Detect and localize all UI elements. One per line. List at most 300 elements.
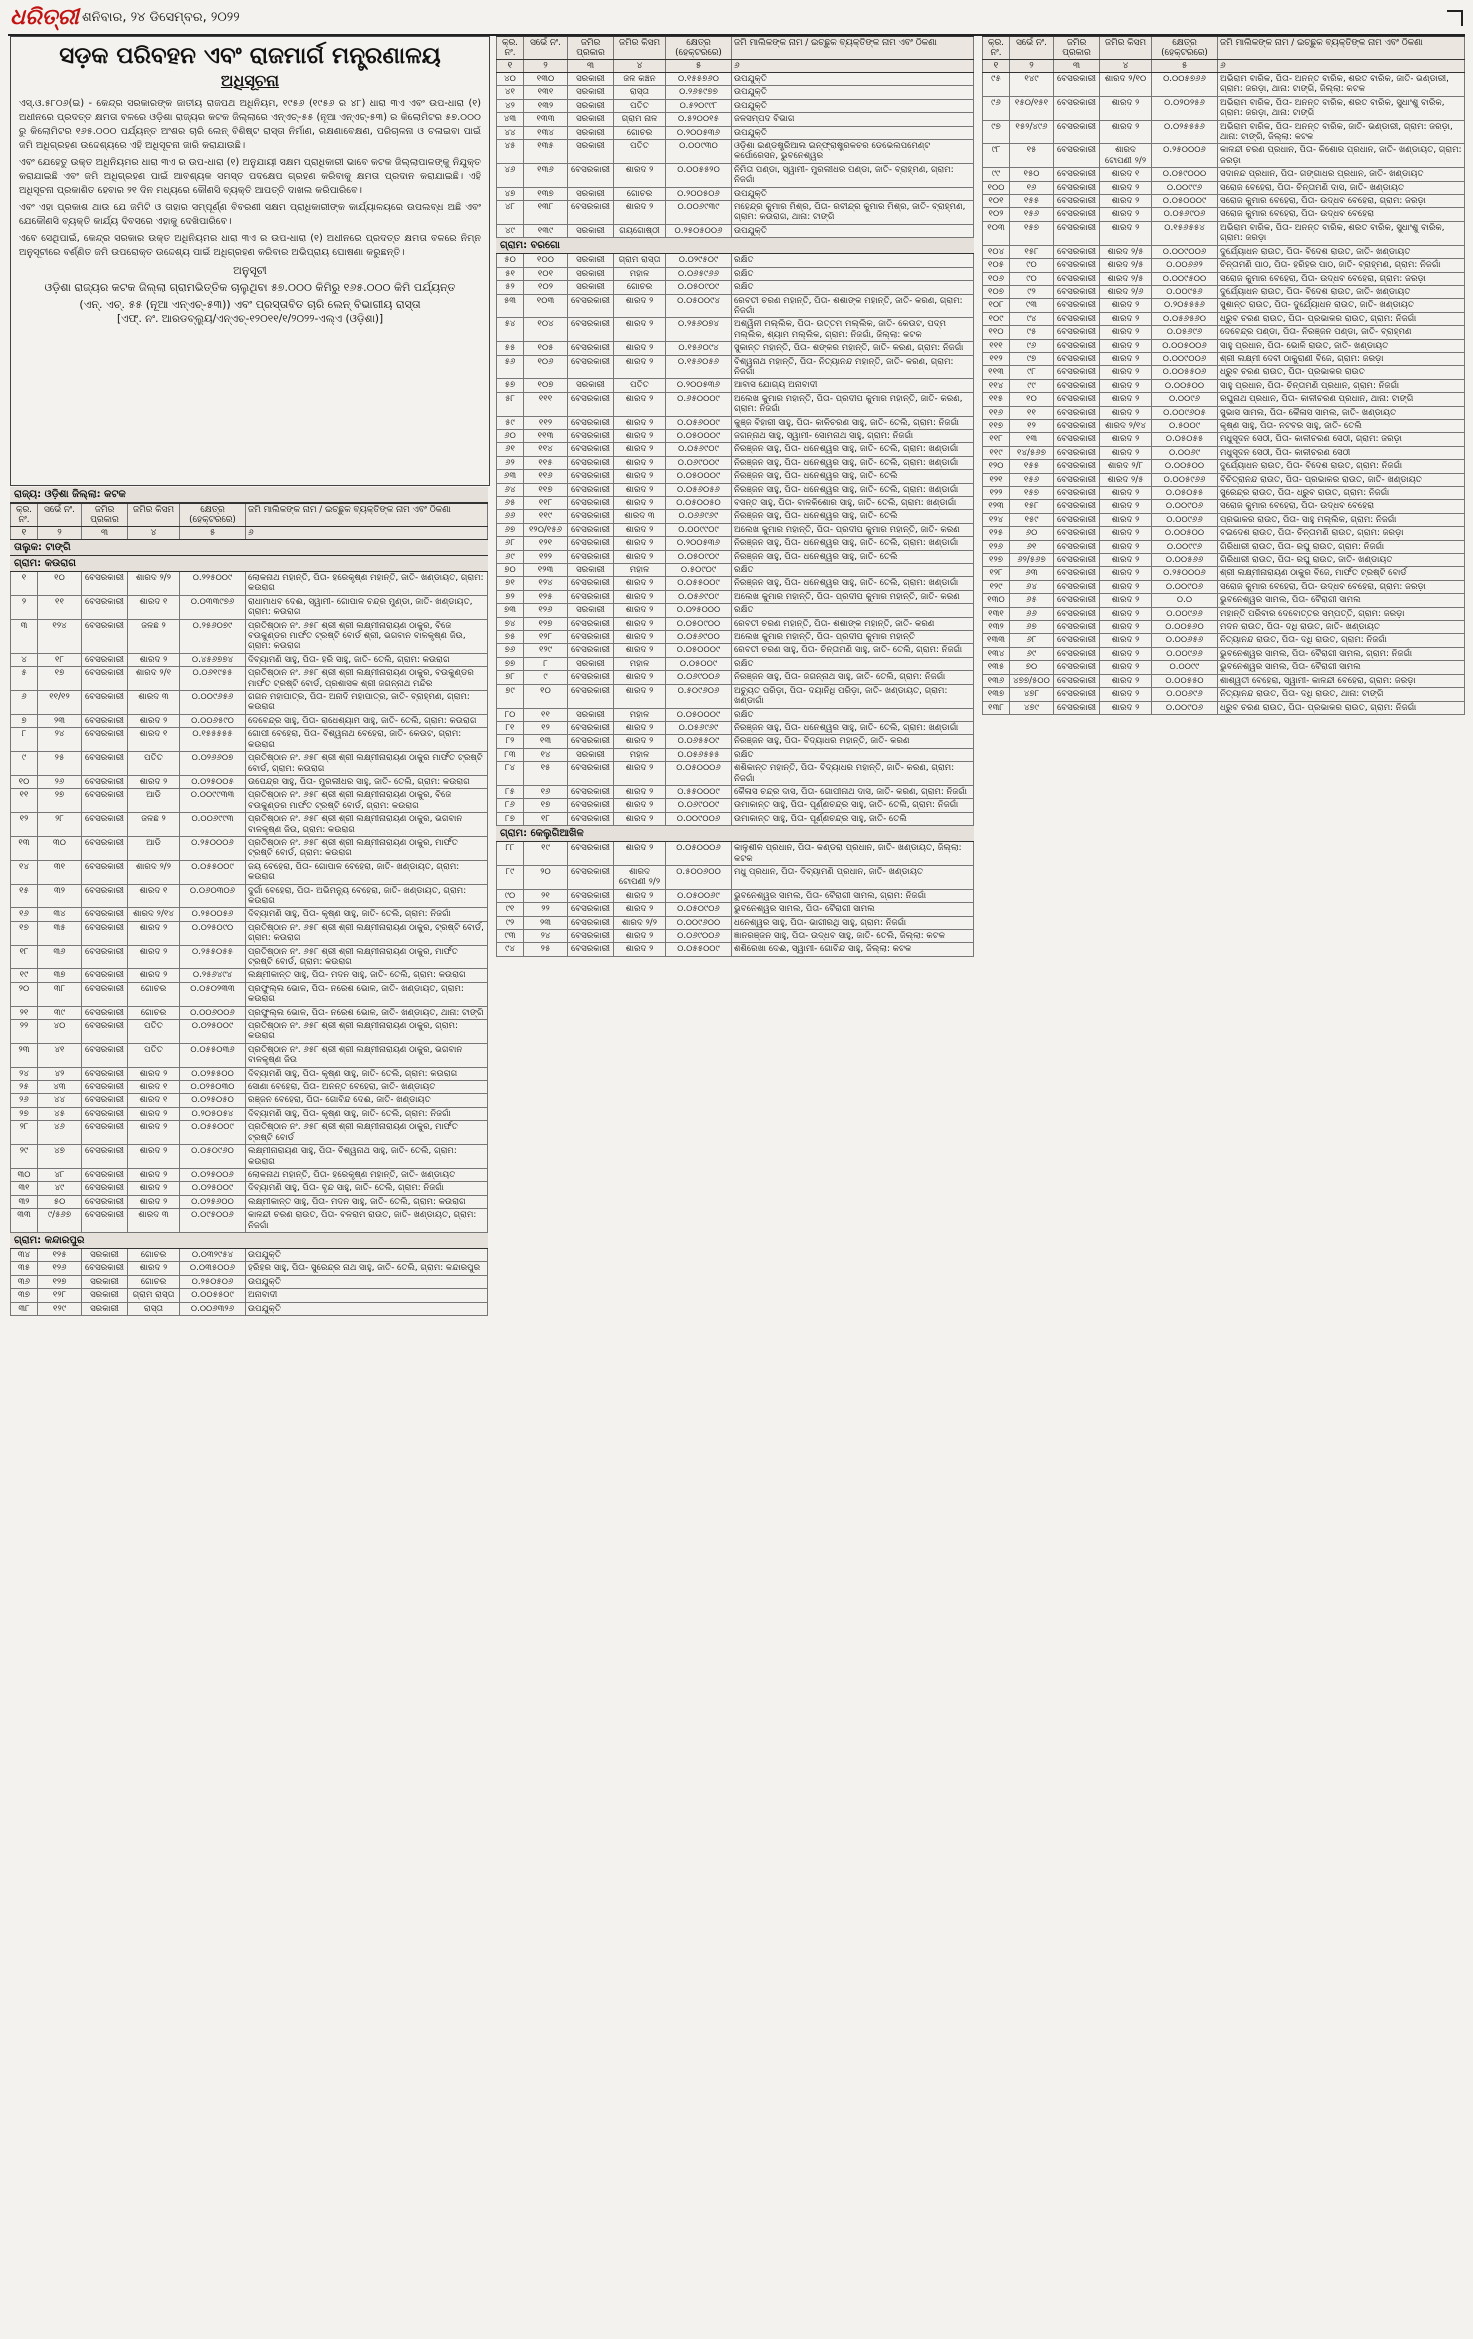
table-cell: ସରକାରୀ [82, 1249, 128, 1261]
table-row [496, 295, 974, 319]
table-cell: ୪୮ [38, 1169, 82, 1181]
table-cell: ୨୭ [38, 789, 82, 812]
table-cell: ୧୩୯ [524, 225, 568, 237]
table-cell: ୨୧ [524, 890, 568, 902]
table-cell: ଗୋଚର [128, 1007, 180, 1019]
table-cell: ୨୬ [10, 1094, 38, 1106]
table-row [496, 73, 974, 86]
table-cell: ଧ୍ରୁବ ଚରଣ ରାଉତ, ପିତା- ପ୍ରଭାକର ରାଉତ, ଗ୍ରାମ: ନିଜଗାଁ [1218, 313, 1465, 325]
table-cell: ୦.୪୫୬୭୭୪ [180, 654, 246, 666]
table-cell: ବେସରକାରୀ [568, 551, 614, 563]
column-header: ସର୍ଭେ ନଂ. [524, 37, 568, 59]
table-cell: ନିରଞ୍ଜନ ସାହୁ, ପିତା- ଜଗନ୍ନାଥ ସାହୁ, ଜାତି- ତେଲି, ଗ୍ରାମ: ନିଜଗାଁ [732, 671, 974, 683]
table-cell: ୬୮ [1010, 634, 1054, 646]
table-cell: ୦.୨୦୫୦୫୪ [180, 1108, 246, 1120]
table-cell: ଉପଯୁକ୍ତି [246, 1276, 488, 1288]
table-cell: ୦.୦୫୦୦୬୯ [666, 890, 732, 902]
table-cell: ବେସରକାରୀ [568, 762, 614, 785]
table-cell: ବେସରକାରୀ [568, 417, 614, 429]
table-row [982, 661, 1465, 674]
table-cell: ୪୭୮ [1010, 688, 1054, 700]
table-row [496, 164, 974, 188]
table-cell: ଶାରଦ ୨ [1100, 648, 1152, 660]
table-cell: ଶାରଦ ୨ [1100, 326, 1152, 338]
column-header: ଜମି ମାଲିକଙ୍କ ନାମ / ଇଚ୍ଛୁକ ବ୍ୟକ୍ତିଙ୍କ ନାମ ଏବଂ ଠିକଣା [1218, 37, 1465, 59]
table-cell: ୦.୦୦୯୬୦୫ [1152, 407, 1218, 419]
table-cell: ୪୩ [496, 113, 524, 125]
table-cell: ୧୮ [524, 813, 568, 825]
table-cell: ୦.୦୫୦୦୦୯ [666, 644, 732, 656]
table-cell: ଅଭିରାମ ବାରିକ, ପିତା- ଅନନ୍ତ ବାରିକ, ଶରତ ବାରିକ, ଜାତି- ଭଣ୍ଡାରୀ, ଗ୍ରାମ: ଜରଡ଼ା, ଥାନା: ଟାଙ୍ଗି, ଜିଲ୍ଲା: କଟକ [1218, 73, 1465, 96]
table-cell: ଶାରଦ ୨ [128, 654, 180, 666]
table-cell: ରେବତୀ ଚରଣ ସାହୁ, ପିତା- ଚିନ୍ତାମଣି ସାହୁ, ଜାତି- ତେଲି, ଗ୍ରାମ: ନିଜଗାଁ [732, 644, 974, 656]
table-cell: ୧୨୩ [982, 500, 1010, 512]
table-cell: ୦.୨୫୬୦୭୯ [180, 620, 246, 653]
table-cell: ବେସରକାରୀ [1054, 313, 1100, 325]
table-cell: ୩୫ [10, 1262, 38, 1274]
table-cell: ୧୫୬ [1010, 474, 1054, 486]
table-cell: ନିରଞ୍ଜନ ସାହୁ, ପିତା- ଧନେଶ୍ୱର ସାହୁ, ଜାତି- ତେଲି, ଗ୍ରାମ: ଖଣ୍ଡାଗାଁ [732, 537, 974, 549]
table-cell: ୫୨ [496, 281, 524, 293]
table-cell: ୧୧୫ [524, 457, 568, 469]
table-cell: ସରୋଜ ବେହେରା, ପିତା- ଚିନ୍ତାମଣି ଦାସ, ଜାତି- ଖଣ୍ଡାୟତ [1218, 182, 1465, 194]
table-cell: ୧୫୬ [1010, 208, 1054, 220]
table-cell: ୧୨୦/୧୫୬ [524, 524, 568, 536]
table-cell: ୦.୦୦୯୦୬ [1152, 581, 1218, 593]
table-cell: ପ୍ରତିଷ୍ଠାନ ନଂ. ୬୫୮ ଶ୍ରୀ ଶ୍ରୀ ଲକ୍ଷ୍ମୀନାରାୟଣ ଠାକୁର, ଟ୍ରଷ୍ଟି ବୋର୍ଡ, ଗ୍ରାମ: କଉରାଗ [246, 922, 488, 945]
table-cell: ୦.୦୦୯୦୦୬ [666, 813, 732, 825]
table-cell: ୬୧ [496, 443, 524, 455]
table-cell: ଶାରଦ ୨ [614, 644, 666, 656]
table-cell: ବେସରକାରୀ [82, 969, 128, 981]
table-cell: ୬୭ [496, 524, 524, 536]
table-cell: ୧୨୯ [982, 581, 1010, 593]
table-cell: ଗୋଚର [128, 1276, 180, 1288]
table-cell: ଶାରଦ ୨ [1100, 661, 1152, 673]
table-cell: ୯୫ [1010, 326, 1054, 338]
table-cell: ୦.୦୩୩୯୭୬ [180, 596, 246, 619]
table-cell: ୧୩୪ [524, 127, 568, 139]
table-cell: ଶାରଦ ୨ [128, 946, 180, 969]
table-cell: ବେସରକାରୀ [1054, 222, 1100, 245]
table-row [10, 1209, 488, 1233]
table-row [982, 246, 1465, 259]
table-cell: ୦.୦୦୬୦୦୬ [180, 1007, 246, 1019]
table-row [496, 762, 974, 786]
table-cell: ୧୨୧ [982, 474, 1010, 486]
table-cell: ୯୯ [982, 168, 1010, 180]
column-header: କ୍ଷେତ୍ର (ହେକ୍ଟରରେ) [1152, 37, 1218, 59]
table-cell: ୯୩ [1010, 299, 1054, 311]
table-cell: ୨୮ [38, 813, 82, 836]
table-cell: ଚିନ୍ତାମଣି ପାଠ, ପିତା- ହରିହର ପାଠ, ଜାତି- ବ୍ରାହ୍ମଣ, ଗ୍ରାମ: ନିଜଗାଁ [1218, 259, 1465, 271]
table-cell: ୧୫୨/୪୯୬ [1010, 121, 1054, 144]
table-row [982, 97, 1465, 121]
table-row [496, 393, 974, 417]
schedule-subtitle: ଓଡ଼ିଶା ରାଜ୍ୟର କଟକ ଜିଲ୍ଲା ଗ୍ରାମଭିତ୍ତିକ ଚାଲୁଥିବା ୫୭.୦୦୦ କିମିରୁ ୧୬୫.୦୦୦ କିମି ପର୍ଯ୍ୟନ୍ତ [44, 281, 456, 294]
table-cell: ୦.୦୫୦୦୦୯ [666, 430, 732, 442]
table-row [982, 527, 1465, 540]
table-cell: ଅଚ୍ୟୁତ ପରିଡ଼ା, ପିତା- ଦୟାନିଧି ପରିଡ଼ା, ଜାତି- ଖଣ୍ଡାୟତ, ଗ୍ରାମ: ଖଣ୍ଡାଗାଁ [732, 685, 974, 708]
table-cell: ୩୮ [10, 1303, 38, 1315]
table-row [982, 182, 1465, 195]
table-cell: ୦.୫୦୯୬୦୬ [666, 685, 732, 708]
table-row [982, 286, 1465, 299]
table-cell: ବେସରକାରୀ [82, 813, 128, 836]
table-cell: ୦.୫୦୯୦୯ [666, 564, 732, 576]
table-cell: ନିମିତା ପଣ୍ଡା, ସ୍ୱାମୀ- ମୁରଲୀଧର ପଣ୍ଡା, ଜାତି- ବ୍ରାହ୍ମଣ, ଗ୍ରାମ: ନିଜଗାଁ [732, 164, 974, 187]
table-cell: ଗୋପୀ ବେହେରା, ପିତା- ବିଶ୍ୱନାଥ ବେହେରା, ଜାତି- କେଉଟ, ଗ୍ରାମ: କଉରାଗ [246, 728, 488, 751]
table-row [10, 1145, 488, 1169]
table-cell: ଉପଯୁକ୍ତି [732, 86, 974, 98]
table-cell: ୧୮ [38, 654, 82, 666]
table-cell: ୧୩୫ [982, 661, 1010, 673]
table-cell: ବେସରକାରୀ [568, 497, 614, 509]
table-row [982, 420, 1465, 433]
table-cell: ୦.୫୨୦୦୧୫ [666, 113, 732, 125]
table-cell: ୦.୦୦୫୭୬୬ [1152, 73, 1218, 96]
table-row [10, 1182, 488, 1195]
column-header: କ୍ଷେତ୍ର (ହେକ୍ଟରରେ) [666, 37, 732, 59]
table-cell: ବେସରକାରୀ [568, 164, 614, 187]
table-cell: ୦.୦୦୫୬୬ [1152, 554, 1218, 566]
table-row [982, 326, 1465, 339]
table-cell: ୯୭ [982, 121, 1010, 144]
table-cell: ୧୨୮ [524, 631, 568, 643]
table-row [10, 654, 488, 667]
table-cell: ୧୨୭ [38, 1276, 82, 1288]
notice-paragraph: ଏସ୍.ଓ.୫୮୦୬(ଇ) - କେନ୍ଦ୍ର ସରକାରଙ୍କ ଜାତୀୟ ରାଜପଥ ଅଧିନିୟମ, ୧୯୫୬ (୧୯୫୬ ର ୪୮) ଧାରା ୩ଏ ଏବଂ ଉପ-ଧାରା (୧) ଅଧୀନରେ ପ୍ରଦତ୍ତ କ୍ଷମତା ବଳରେ ଓଡ଼ିଶା ରାଜ୍ୟର କଟକ ଜିଲ୍ଲାରେ ଏନ୍ଏଚ୍-୫୫ (ନୂଆ ଏନ୍ଏଚ୍-୫୩) ର କିଲୋମିଟର ୫୭.୦୦୦ ରୁ କିଲୋମିଟର ୧୬୫.୦୦୦ ପର୍ଯ୍ୟନ୍ତ ଅଂଶର ଚାରି ଲେନ୍ ବିଶିଷ୍ଟ ରାସ୍ତା ନିର୍ମାଣ, ରକ୍ଷଣାବେକ୍ଷଣ, ପରିଚାଳନା ଓ ଚଳାଇବା ପାଇଁ ଜମି ଅଧିଗ୍ରହଣ ଉଦ୍ଦେଶ୍ୟରେ ଏହି ଅଧିସୂଚନା ଜାରି କରାଯାଉଛି। [19, 98, 481, 151]
table-row [982, 634, 1465, 647]
table-cell: ବେସରକାରୀ [82, 885, 128, 908]
table-cell: ୧୦୬ [982, 273, 1010, 285]
table-cell: ୦.୦୫୬୯୦୦ [666, 631, 732, 643]
table-row [496, 644, 974, 657]
table-cell: ଶାରଦ ୨/୫ [1100, 273, 1152, 285]
table-cell: ୦.୦୩୨୯୫୪ [180, 1249, 246, 1261]
table-cell: ଶାରଦ ୨ [1100, 366, 1152, 378]
table-cell: ୧୦ [10, 776, 38, 788]
table-cell: ୧୦୦ [982, 182, 1010, 194]
table-cell: ବେସରକାରୀ [568, 842, 614, 865]
table-row [10, 1169, 488, 1182]
table-cell: ୦.୦୩୫୦୦୬ [180, 1262, 246, 1274]
table-cell: ୪୨ [38, 1068, 82, 1080]
table-row [982, 407, 1465, 420]
table-row [982, 541, 1465, 554]
table-cell: ଶାରଦ ୨ [1100, 621, 1152, 633]
table-row [496, 842, 974, 866]
table-cell: ଦୁର୍ଯ୍ୟୋଧନ ରାଉତ, ପିତା- ବିଦେଶ ରାଉତ, ଜାତି- ଖଣ୍ଡାୟତ [1218, 286, 1465, 298]
table-cell: ୫୩ [496, 295, 524, 318]
table-cell: ୧୫୭ [1010, 222, 1054, 245]
table-row [10, 1007, 488, 1020]
table-cell: ୬୨ [496, 457, 524, 469]
table-cell: ୧୦ [524, 685, 568, 708]
table-cell: ଶାରଦ ୨/୧ [128, 667, 180, 690]
table-cell: ସାହୁ ପ୍ରଧାନ, ପିତା- ଭୋଳି ରାଉତ, ଜାତି- ଖଣ୍ଡାୟତ [1218, 340, 1465, 352]
schedule-road: (ଏନ୍. ଏଚ୍. ୫୫ (ନୂଆ ଏନ୍ଏଚ୍-୫୩)) ଏବଂ ପ୍ରସ୍ତାବିତ ଚାରି ଲେନ୍ ବିଭାଗୀୟ ରାସ୍ତା [79, 298, 421, 311]
table-cell: ୦.୦୨୯୫୦୯ [666, 254, 732, 266]
table-cell: ୯୫ [982, 73, 1010, 96]
table-cell: ୮୪ [496, 762, 524, 785]
table-cell: ୧୭ [524, 799, 568, 811]
table-cell: ୦.୦୦୫୫୦ [1152, 675, 1218, 687]
table-cell: ୨୧ [10, 1007, 38, 1019]
table-cell: ୧୨୬ [524, 604, 568, 616]
table-cell: ୦.୦୫୫୦୦୯ [666, 943, 732, 955]
table-cell: ୩୬ [10, 1276, 38, 1288]
table-cell: ମଧୁସୂଦନ ସେଠୀ, ପିତା- କାଳୀଚରଣ ସେଠୀ, ଗ୍ରାମ: ଜରଡ଼ା [1218, 433, 1465, 445]
table-cell: ୧୪ [10, 861, 38, 884]
table-row [496, 281, 974, 294]
table-cell: ଶାରଦ ୨ [1100, 594, 1152, 606]
table-cell: ପତିତ [128, 1020, 180, 1043]
table-cell: ୫୭ [496, 379, 524, 391]
table-cell: ୫୯ [496, 417, 524, 429]
table-cell: ଶାରଦ ୨ [1100, 208, 1152, 220]
table-cell: ୦.୦୬୯୦୦୯ [666, 457, 732, 469]
table-cell: ୬୬ [496, 510, 524, 522]
table-cell: ୧୩୮ [524, 201, 568, 224]
table-cell: ଶାରଦ ୨ [614, 842, 666, 865]
table-cell: ବିଶ୍ୱନାଥ ମହାନ୍ତି, ପିତା- ନିତ୍ୟାନନ୍ଦ ମହାନ୍ତି, ଜାତି- କରଣ, ଗ୍ରାମ: ନିଜଗାଁ [732, 356, 974, 379]
table-cell: ୨୨ [10, 1020, 38, 1043]
table-cell: ଶଶିକାନ୍ତ ମହାନ୍ତି, ପିତା- ବିଦ୍ୟାଧର ମହାନ୍ତି, ଜାତି- କରଣ, ଗ୍ରାମ: ନିଜଗାଁ [732, 762, 974, 785]
table-cell: ଶାରଦ ୨/୨ [128, 861, 180, 884]
table-row [496, 685, 974, 709]
table-cell: ଶାରଦ ୨ [1100, 487, 1152, 499]
table-cell: ୪୯ [38, 1182, 82, 1194]
table-cell: ବେସରକାରୀ [82, 1121, 128, 1144]
table-cell: ୧୧୯ [524, 510, 568, 522]
table-cell: ଶାରଦ ୨ [614, 604, 666, 616]
table-row [10, 983, 488, 1007]
table-cell: ୭୩ [496, 604, 524, 616]
table-cell: ୬୯ [1010, 648, 1054, 660]
table-cell: ୬୦ [1010, 527, 1054, 539]
table-cell: ଶାରଦ ୨/୧୦ [1100, 73, 1152, 96]
table-cell: ବେସରକାରୀ [1054, 675, 1100, 687]
table-cell: ୦.୦୫୬୦୦୯ [666, 417, 732, 429]
table-cell: ଶାରଦ ୨ [1100, 407, 1152, 419]
table-cell: ଉପଯୁକ୍ତି [732, 100, 974, 112]
table-row [496, 564, 974, 577]
table-cell: ୮ [524, 658, 568, 670]
table-cell: ଶାରଦ ୨/୨ [614, 917, 666, 929]
table-cell: ସରୋଜ କୁମାର ବେହେରା, ପିତା- ଉଦ୍ଧବ ବେହେରା, ଗ୍ରାମ: ଜରଡ଼ା [1218, 581, 1465, 593]
table-cell: ବେସରକାରୀ [568, 735, 614, 747]
table-cell: ବେସରକାରୀ [82, 1145, 128, 1168]
table-row [496, 356, 974, 380]
table-row [496, 890, 974, 903]
table-cell: ୧୨୦ [982, 460, 1010, 472]
table-cell: ୦.୦୫୦୦୦୯ [1152, 195, 1218, 207]
table-row [496, 943, 974, 956]
table-row [496, 917, 974, 930]
table-row [10, 728, 488, 752]
table-cell: ୧୩୮ [982, 702, 1010, 714]
masthead [8, 4, 1465, 36]
table-cell: ୦.୦୫୯୦୦୦ [1152, 168, 1218, 180]
table-cell: ୨୪ [10, 1068, 38, 1080]
table-cell: ମହାଳ [614, 749, 666, 761]
table-cell: ବେସରକାରୀ [568, 722, 614, 734]
table-cell: ୨୦ [524, 866, 568, 889]
table-cell: କାଳୁଶୀଳ ପ୍ରଧାନ, ପିତା- କଣ୍ଡରା ପ୍ରଧାନ, ଜାତି- ଖଣ୍ଡାୟତ, ଜିଲ୍ଲା: କଟକ [732, 842, 974, 865]
table-cell: ପ୍ରତିଷ୍ଠାନ ନଂ. ୬୫୮ ଶ୍ରୀ ଶ୍ରୀ ଲକ୍ଷ୍ମୀନାରାୟଣ ଠାକୁର, ଗ୍ରାମ: କଉରାଗ [246, 1020, 488, 1043]
table-cell: ବେସରକାରୀ [568, 943, 614, 955]
table-cell: ଶାରଦ ୨ [614, 537, 666, 549]
table-cell: ୦.୦୫୦୨୩୩ [180, 983, 246, 1006]
table-cell: କାଳନ୍ଦୀ ଚରଣ ରାଉତ, ପିତା- ବଳରାମ ରାଉତ, ଜାତି- ଖଣ୍ଡାୟତ, ଗ୍ରାମ: ନିଜଗାଁ [246, 1209, 488, 1232]
table-cell: ୦.୦୫୫୦୩୬ [180, 1044, 246, 1067]
table-cell: ୦.୦୫୦୫୫ [1152, 487, 1218, 499]
table-cell: ଶାରଦ ୧ [128, 1094, 180, 1106]
table-row [982, 299, 1465, 312]
table-cell: ବେସରକାରୀ [82, 1020, 128, 1043]
table-cell: ଶାରଦ ୨ [614, 799, 666, 811]
table-cell: ୦.୦୦୫୦୦ [1152, 380, 1218, 392]
column-number: ୬ [1218, 60, 1465, 72]
table-cell: ବେସରକାରୀ [1054, 208, 1100, 220]
dateline: ଶନିବାର, ୨୪ ଡିସେମ୍ବର, ୨୦୨୨ [82, 10, 240, 25]
table-cell: ପତିତ [614, 100, 666, 112]
table-cell: ବେସରକାରୀ [1054, 487, 1100, 499]
table-cell: ଶାରଦ ଟୋପଣୀ ୨/୨ [614, 866, 666, 889]
column-number: ୨ [38, 527, 82, 539]
table-cell: ୦.୨୫୦୫୦୦୬ [666, 225, 732, 237]
table-cell: ୧୭ [10, 922, 38, 945]
table-cell: ମଦନ ରାଉତ, ପିତା- ଦଧି ରାଉତ, ଜାତି- ଖଣ୍ଡାୟତ [1218, 621, 1465, 633]
table-cell: ୧୩ [10, 837, 38, 860]
table-cell: ୧୧୪ [982, 380, 1010, 392]
table-cell: ୧୯ [10, 969, 38, 981]
table-cell: ରାସ୍ତା [614, 86, 666, 98]
table-cell: ୪୯ [496, 225, 524, 237]
table-cell: ୮୫ [496, 786, 524, 798]
table-cell: ୪୭୯ [1010, 702, 1054, 714]
table-cell: ବେସରକାରୀ [82, 1262, 128, 1274]
table-row [10, 789, 488, 813]
table-cell: ପ୍ରତିଷ୍ଠାନ ନଂ. ୬୫୮ ଶ୍ରୀ ଶ୍ରୀ ଲକ୍ଷ୍ମୀନାରାୟଣ ଠାକୁର, ମାର୍ଫତ ଟ୍ରଷ୍ଟି ବୋର୍ଡ, ଗ୍ରାମ: କଉରାଗ [246, 946, 488, 969]
table-cell: ସରକାରୀ [568, 604, 614, 616]
table-cell: ଶାରଦ ୨ [128, 776, 180, 788]
table-cell: ୧୦୧ [524, 268, 568, 280]
table-cell: ଅଭିରାମ ବାରିକ, ପିତା- ଅନନ୍ତ ବାରିକ, ଜାତି- ଭଣ୍ଡାରୀ, ଗ୍ରାମ: ଜରଡ଼ା, ଥାନା: ଟାଙ୍ଗି, ଜିଲ୍ଲା: କଟକ [1218, 121, 1465, 144]
table-cell: ଶାରଦ ୨ [1100, 554, 1152, 566]
table-cell: ୦.୧୫୬୦୯୪ [666, 342, 732, 354]
table-cell: ସରକାରୀ [568, 100, 614, 112]
table-cell: ବେସରକାରୀ [1054, 121, 1100, 144]
table-cell: ୧୫ [524, 762, 568, 785]
table-cell: ୧୦୨ [524, 281, 568, 293]
table-cell: ରକ୍ଷିତ [732, 281, 974, 293]
column-number: ୧ [10, 527, 38, 539]
table-cell: ପ୍ରତିଷ୍ଠାନ ନଂ. ୬୫୮ ଶ୍ରୀ ଶ୍ରୀ ଲକ୍ଷ୍ମୀନାରାୟଣ ଠାକୁର, ମାର୍ଫତ ଟ୍ରଷ୍ଟି ବୋର୍ଡ [246, 1121, 488, 1144]
table-cell: ୨୯ [10, 1145, 38, 1168]
table-row [982, 168, 1465, 181]
table-cell: ବେସରକାରୀ [568, 644, 614, 656]
table-cell: ବେସରକାରୀ [568, 813, 614, 825]
table-cell: ୦.୦୨୫୫୦୦ [180, 1068, 246, 1080]
table-cell: ଉପଯୁକ୍ତି [732, 188, 974, 200]
table-row [496, 127, 974, 140]
table-cell: ୦.୦୦୯୦୬ [1152, 500, 1218, 512]
table-cell: ଶାରଦ ୨ [614, 813, 666, 825]
table-cell: ଶାରଦ ୨ [1100, 195, 1152, 207]
table-cell: ୨୪ [524, 930, 568, 942]
table-cell: ସରୋଜ କୁମାର ବେହେରା, ପିତା- ଉଦ୍ଧବ ବେହେରା [1218, 208, 1465, 220]
table-cell: ୫୦ [496, 254, 524, 266]
table-cell: ଗୋଚର [614, 127, 666, 139]
table-cell: ୧୨ [10, 813, 38, 836]
table-cell: ୦.୧୫୫୫୫୫ [180, 728, 246, 751]
table-cell: ସରକାରୀ [82, 1303, 128, 1315]
table-cell: ସୁଭାସ ସାମଲ, ପିତା- କୈଳାସ ସାମଲ, ଜାତି- ଖଣ୍ଡାୟତ [1218, 407, 1465, 419]
table-cell: ମହାଳ [614, 268, 666, 280]
table-header [10, 503, 488, 527]
village-label: ଗ୍ରାମ: କନ୍ଦାରପୁର [10, 1233, 488, 1249]
table-cell: ୦.୦୫୦୦୫୦ [666, 497, 732, 509]
table-cell: ବେସରକାରୀ [82, 620, 128, 653]
table-row [496, 140, 974, 164]
table-cell: ୧୧ [38, 596, 82, 619]
table-cell: ବେସରକାରୀ [1054, 541, 1100, 553]
table-cell: ଶାରଦ ୨ [614, 417, 666, 429]
table-cell: ୧୧୯ [982, 447, 1010, 459]
table-cell: ୦.୦୦୯୯୬ [1152, 182, 1218, 194]
table-cell: ୦.୦୬୯୦୦୬ [666, 930, 732, 942]
column-header: ଜମିର ପ୍ରକାର [568, 37, 614, 59]
table-cell: ୦.୦୦୯୯୩୩ [180, 789, 246, 812]
notification-notice [10, 36, 490, 486]
table-cell: ଶାରଦ ୧ [128, 596, 180, 619]
table-cell: ୯୮ [982, 144, 1010, 167]
table-cell: ୦.୦୫୦୦୯ [666, 658, 732, 670]
table-cell: ଶାଶ୍ୱତୀ ବେହେରା, ସ୍ୱାମୀ- କାଳନ୍ଦୀ ବେହେରା, ଗ୍ରାମ: ଜରଡ଼ା [1218, 675, 1465, 687]
column-number: ୨ [524, 60, 568, 72]
table-cell: ବେସରକାରୀ [1054, 97, 1100, 120]
table-cell: ଶାରଦ ୨ [1100, 299, 1152, 311]
table-cell: ୦.୦୫୫୦୦୯ [180, 1121, 246, 1144]
table-cell: ୦.୦୬୦୩୦୬ [180, 885, 246, 908]
table-row [496, 930, 974, 943]
table-row [10, 1108, 488, 1121]
table-cell: ବେସରକାରୀ [82, 1196, 128, 1208]
table-cell: ସୋଣା ବେହେରା, ପିତା- ଅନନ୍ତ ବେହେରା, ଜାତି- ଖଣ୍ଡାୟତ [246, 1081, 488, 1093]
table-row [496, 551, 974, 564]
table-cell: ସୁରେନ୍ଦ୍ର ରାଉତ, ପିତା- ଧ୍ରୁବ ରାଉତ, ଗ୍ରାମ: ନିଜଗାଁ [1218, 487, 1465, 499]
table-cell: ୪୧ [496, 86, 524, 98]
table-cell: ଶାରଦ ୨ [128, 1108, 180, 1120]
table-cell: ଉପଯୁକ୍ତି [732, 73, 974, 85]
table-cell: ୧୬ [1010, 182, 1054, 194]
table-cell: ସୁଶାନ୍ତ ରାଉତ, ପିତା- ଦୁର୍ଯ୍ୟୋଧନ ରାଉତ, ଜାତି- ଖଣ୍ଡାୟତ [1218, 299, 1465, 311]
table-cell: ୭୮ [496, 671, 524, 683]
table-cell: ୩୦ [38, 837, 82, 860]
table-cell: ୦.୨୫୦୦୦୬ [1152, 567, 1218, 579]
table-cell: ୪ [10, 654, 38, 666]
table-cell: ୧୩୬ [982, 675, 1010, 687]
table-cell: ୩୨ [10, 1196, 38, 1208]
table-cell: ବେସରକାରୀ [568, 799, 614, 811]
table-cell: ଶାରଦ ୨ [128, 969, 180, 981]
table-cell: ଶାରଦ ୨ [1100, 702, 1152, 714]
table-cell: ୩୯ [38, 1007, 82, 1019]
table-cell: ୪୭ [38, 1145, 82, 1168]
table-cell: ଭୁବନେଶ୍ୱର ସାମଲ, ପିତା- ବୈରାଗୀ ସାମଲ [1218, 661, 1465, 673]
